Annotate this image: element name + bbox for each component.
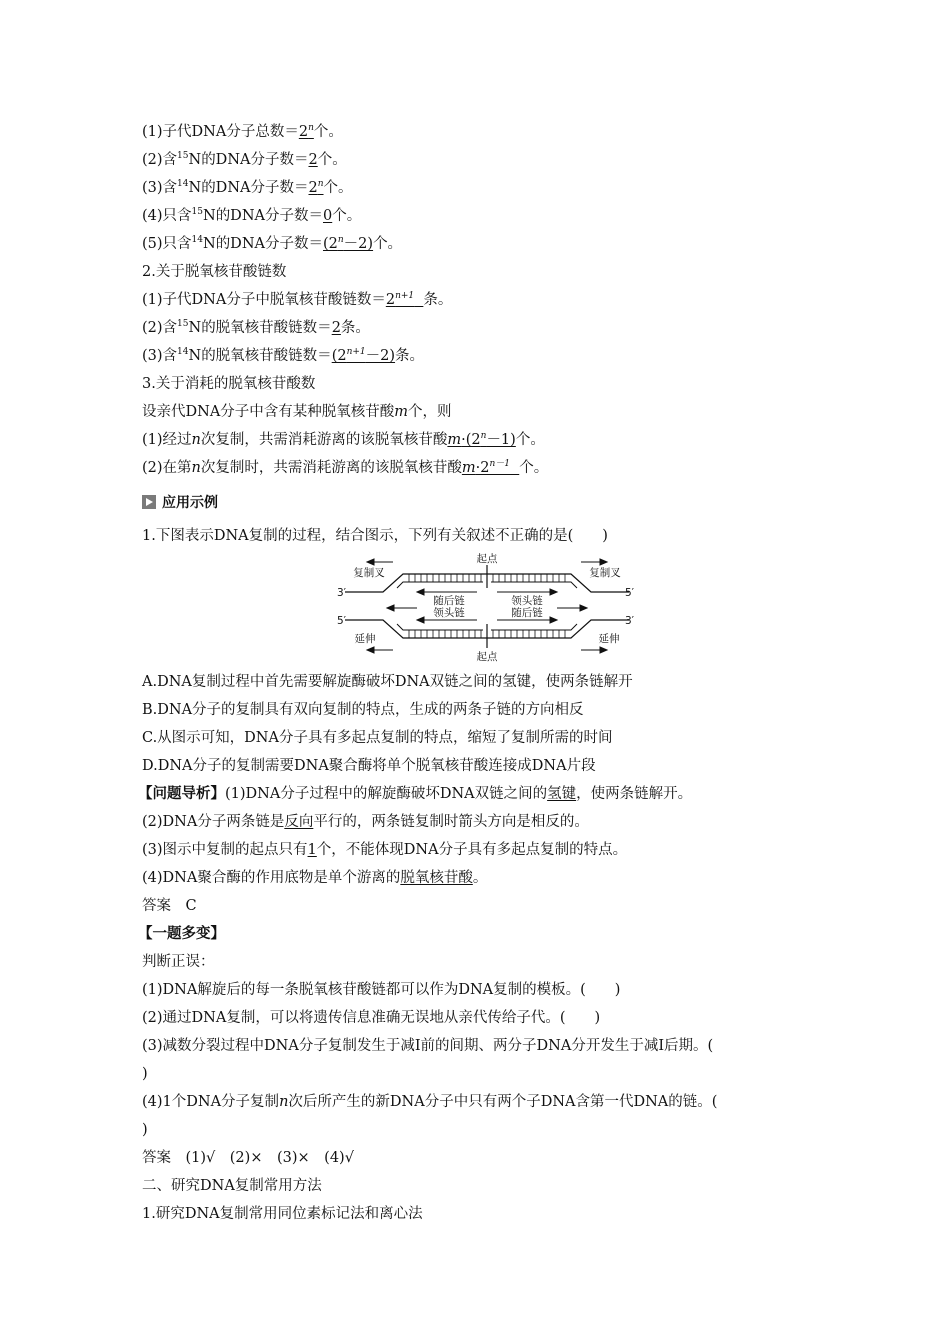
label-5prime-left: 5′ [337, 615, 347, 627]
heading-chains: 2.关于脱氧核苷酸链数 [142, 264, 287, 280]
answer-1: 答案 C [142, 898, 197, 914]
option-d: D.DNA分子的复制需要DNA聚合酶将单个脱氧核苷酸连接成DNA片段 [142, 758, 596, 774]
analysis-line-1: 【问题导析】(1)DNA分子过程中的解旋酶破坏DNA双链之间的氢键，使两条链解开。 [138, 785, 693, 802]
option-b: B.DNA分子的复制具有双向复制的特点，生成的两条子链的方向相反 [142, 702, 584, 718]
formula-only-15n-dna: (4)只含$^{15}$N的DNA分子数＝0个。 [142, 207, 362, 224]
label-origin-bottom: 起点 [476, 651, 498, 662]
label-extend-right: 延伸 [598, 633, 620, 645]
new-strand-bottom-left [397, 624, 483, 630]
judge-item-1: (1)DNA解旋后的每一条脱氧核苷酸链都可以作为DNA复制的模板。( ) [142, 982, 621, 998]
label-3prime-right: 3′ [625, 615, 635, 627]
new-strand-top-left [397, 582, 483, 588]
consumed-item-2: (2)在第n次复制时，共需消耗游离的该脱氧核苷酸$m\cdot 2^{n-1}$ 个。 [142, 459, 549, 476]
new-strand-top-right [491, 582, 577, 588]
heading-consumed: 3.关于消耗的脱氧核苷酸数 [142, 376, 316, 392]
answer-2: 答案 (1)√ (2)× (3)× (4)√ [142, 1150, 354, 1166]
label-extend-left: 延伸 [354, 633, 376, 645]
formula-total-chains: (1)子代DNA分子中脱氧核苷酸链数$=2^{n+1}$ 条。 [142, 291, 453, 308]
heading-methods: 二、研究DNA复制常用方法 [142, 1178, 322, 1194]
label-leading-bottom: 领头链 [433, 607, 465, 619]
section-example-header: 应用示例 [142, 488, 822, 518]
label-lagging-top: 随后链 [433, 595, 465, 607]
consumed-item-1: (1)经过n次复制，共需消耗游离的该脱氧核苷酸$m\cdot(2^n-1)$个。 [142, 431, 545, 448]
judge-item-2: (2)通过DNA复制，可以将遗传信息准确无误地从亲代传给子代。( ) [142, 1010, 601, 1026]
option-a: A.DNA复制过程中首先需要解旋酶破坏DNA双链之间的氢键，使两条链解开 [142, 674, 633, 690]
formula-14n-chains: (3)含$^{14}$N的脱氧核苷酸链数$=(2^{n+1}-2)$条。 [142, 347, 425, 364]
label-leading-top: 领头链 [511, 595, 543, 607]
analysis-line-2: (2)DNA分子两条链是反向平行的，两条链复制时箭头方向是相反的。 [142, 814, 589, 830]
label-5prime-right: 5′ [625, 587, 635, 599]
question-stem: 1.下图表示DNA复制的过程，结合图示，下列有关叙述不正确的是( ) [142, 528, 608, 544]
formula-14n-dna: (3)含$^{14}$N的DNA分子数$=2^n$个。 [142, 179, 353, 196]
method-1: 1.研究DNA复制常用同位素标记法和离心法 [142, 1206, 423, 1222]
play-triangle-icon [142, 495, 156, 509]
variant-tag: 【一题多变】 [138, 925, 225, 942]
option-c: C.从图示可知，DNA分子具有多起点复制的特点，缩短了复制所需的时间 [142, 730, 613, 746]
judge-heading: 判断正误： [142, 954, 215, 970]
label-origin-top: 起点 [476, 553, 498, 565]
formula-15n-chains: (2)含$^{15}$N的脱氧核苷酸链数＝2条。 [142, 319, 370, 336]
analysis-line-4: (4)DNA聚合酶的作用底物是单个游离的脱氧核苷酸。 [142, 870, 488, 886]
judge-item-4: (4)1个DNA分子复制n次后所产生的新DNA分子中只有两个子DNA含第一代DNA的链。( [142, 1094, 718, 1110]
formula-total-dna: (1)子代DNA分子总数$=2^n$个。 [142, 123, 343, 140]
formula-15n-dna: (2)含$^{15}$N的DNA分子数＝2个。 [142, 151, 347, 168]
analysis-line-3: (3)图示中复制的起点只有1个，不能体现DNA分子具有多起点复制的特点。 [142, 842, 628, 858]
dna-replication-diagram [142, 552, 822, 664]
judge-item-3-cont: ) [142, 1066, 148, 1082]
label-3prime-left: 3′ [337, 587, 347, 599]
judge-item-4-cont: ) [142, 1122, 148, 1138]
label-fork-right: 复制叉 [589, 567, 621, 579]
new-strand-bottom-right [491, 624, 577, 630]
formula-only-14n-dna: (5)只含$^{14}$N的DNA分子数$=(2^n-2)$个。 [142, 235, 403, 252]
consumed-intro: 设亲代DNA分子中含有某种脱氧核苷酸m个，则 [142, 404, 452, 420]
label-lagging-bottom: 随后链 [511, 607, 543, 619]
judge-item-3: (3)减数分裂过程中DNA分子复制发生于减Ⅰ前的间期、两分子DNA分开发生于减Ⅰ后期。( [142, 1038, 714, 1054]
document-body [138, 118, 822, 1228]
label-fork-left: 复制叉 [353, 567, 385, 579]
